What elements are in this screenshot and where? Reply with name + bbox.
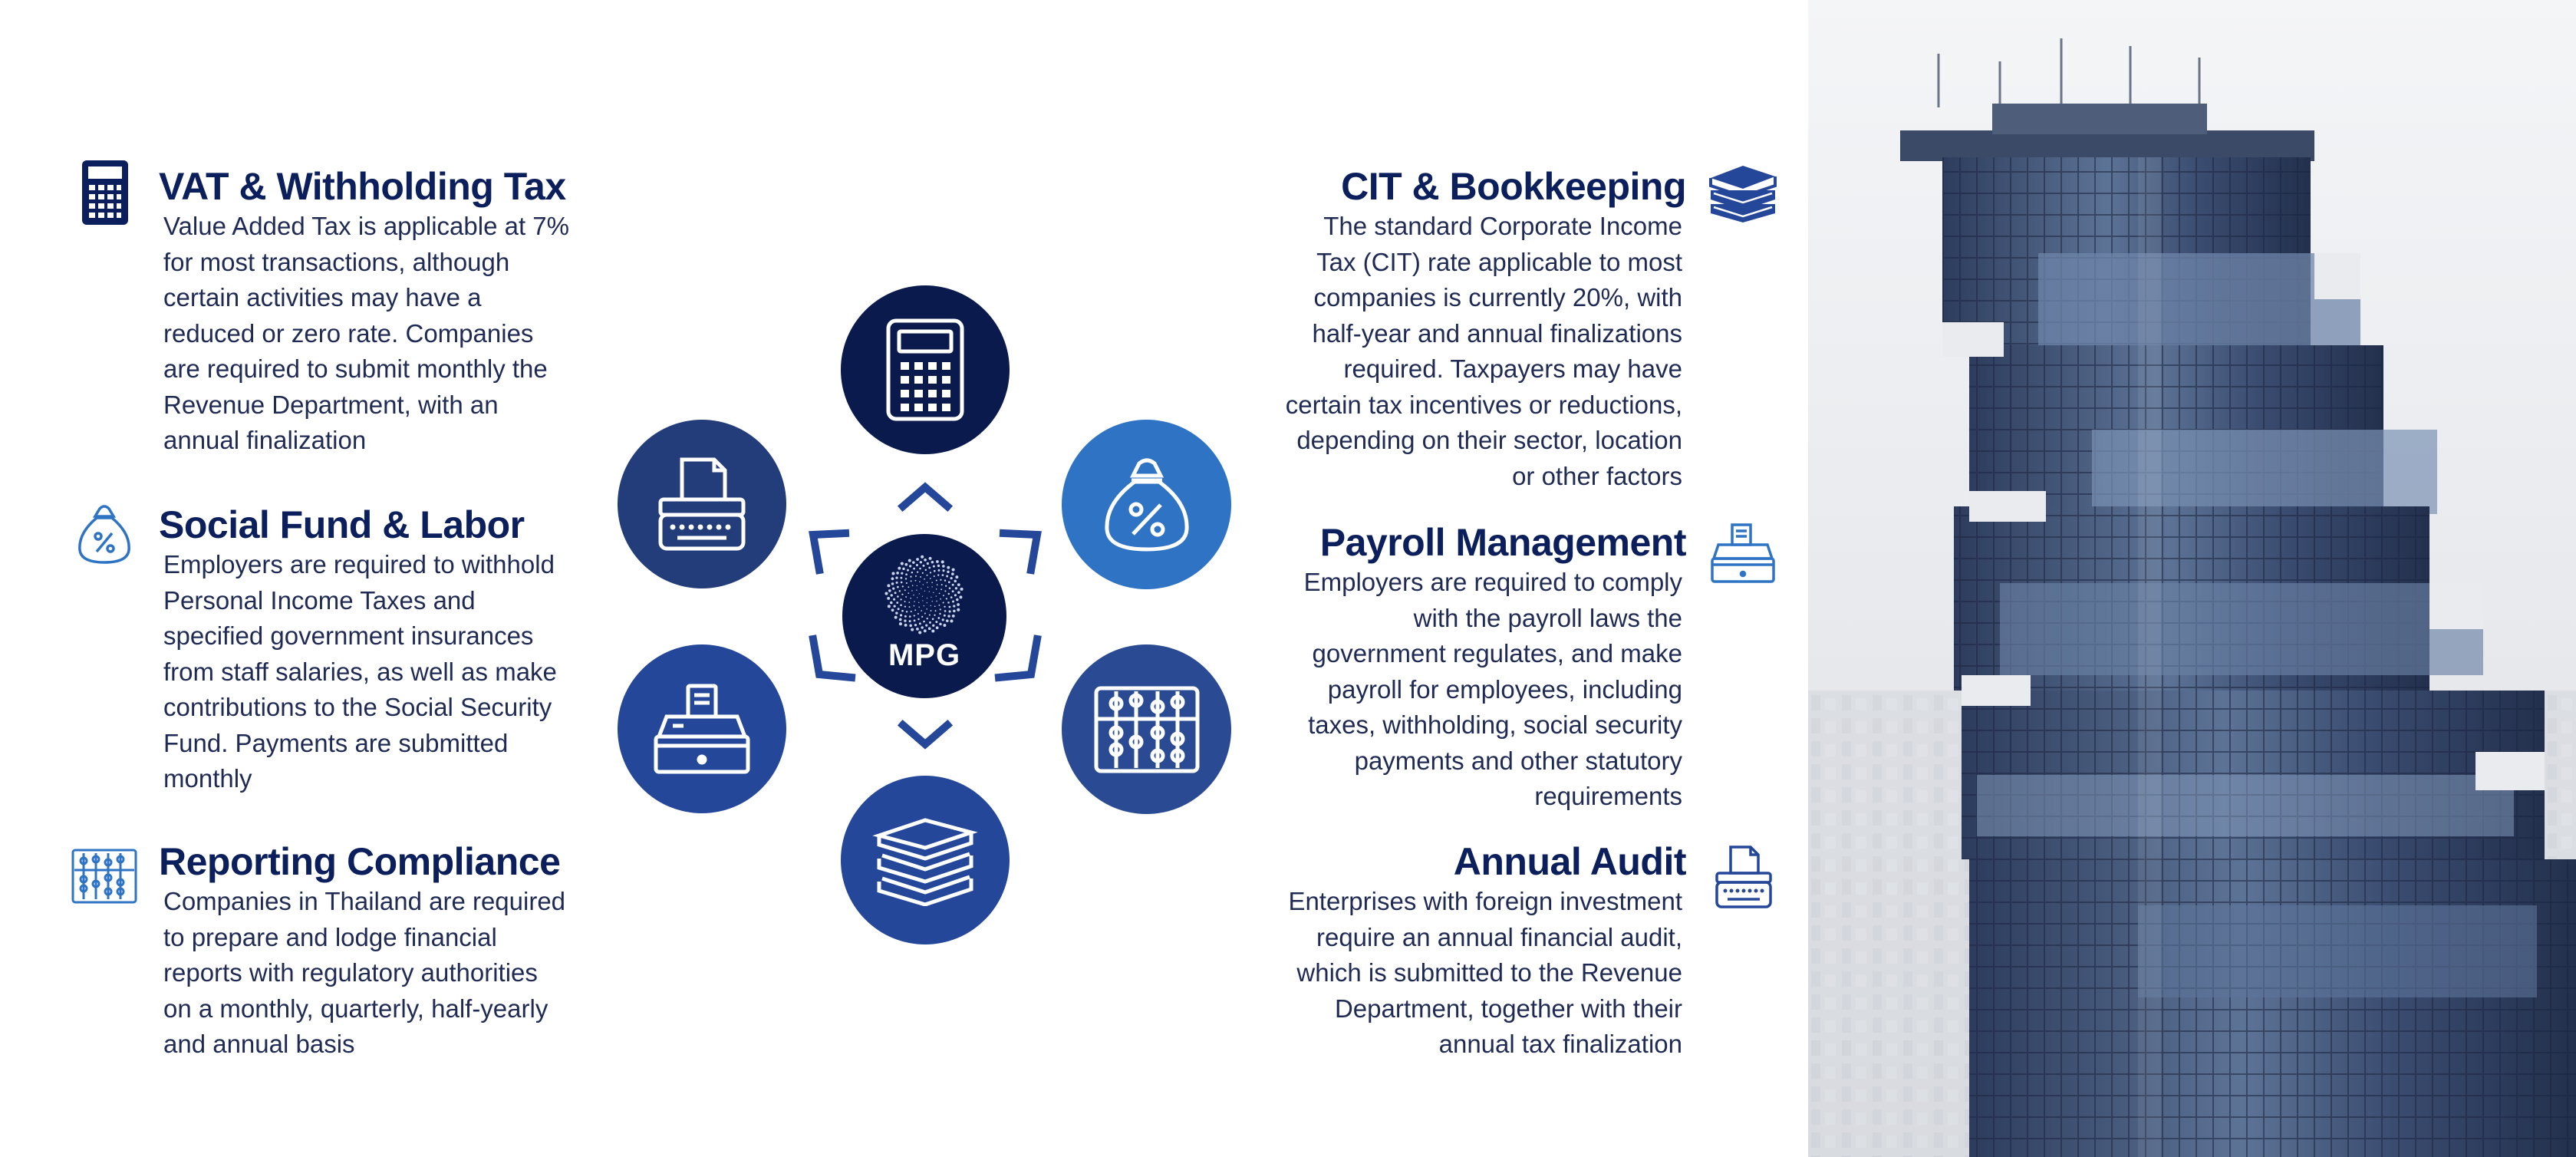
calculator-icon bbox=[81, 160, 129, 229]
spiral-dot bbox=[913, 594, 914, 595]
typewriter-icon bbox=[654, 457, 749, 552]
abacus-icon bbox=[1093, 685, 1201, 774]
spiral-dot bbox=[930, 572, 931, 573]
section-payroll bbox=[1224, 520, 1686, 815]
spiral-dot bbox=[887, 584, 890, 587]
spiral-dot bbox=[924, 612, 926, 614]
spiral-dot bbox=[948, 592, 950, 594]
spiral-dot bbox=[917, 571, 918, 572]
spiral-dot bbox=[952, 615, 955, 618]
spiral-dot bbox=[946, 619, 949, 622]
spiral-dot bbox=[934, 605, 936, 607]
spiral-dot bbox=[905, 578, 907, 579]
spiral-dot bbox=[948, 581, 950, 583]
spiral-dot bbox=[911, 628, 914, 631]
spiral-dot bbox=[947, 602, 950, 604]
logo-text: MPG bbox=[888, 638, 961, 672]
building-photo bbox=[1808, 0, 2576, 1157]
chevron-down-icon bbox=[903, 725, 947, 744]
spiral-dot bbox=[914, 624, 917, 626]
spiral-dot bbox=[949, 610, 951, 612]
spiral-dot bbox=[925, 569, 927, 570]
spiral-dot bbox=[922, 595, 923, 596]
bracket-top-right bbox=[1003, 533, 1037, 570]
spiral-dot bbox=[891, 577, 894, 580]
spiral-dot bbox=[939, 592, 940, 594]
spiral-dot bbox=[927, 618, 928, 619]
spiral-dot bbox=[924, 558, 927, 561]
spiral-dot bbox=[932, 600, 933, 601]
section-body: Employers are required to comply with the payroll laws the government regulates, and make payroll for employees, including taxes, withholding, social security payments and other statutory requirements bbox=[1303, 568, 1682, 810]
section-body: Enterprises with foreign investment require an annual financial audit, which is submitted to the Revenue Department, together with their annual tax finalization bbox=[1288, 887, 1682, 1058]
spiral-dot bbox=[916, 589, 917, 590]
spiral-dot bbox=[940, 608, 941, 610]
cash-register-icon bbox=[1709, 523, 1777, 588]
spiral-dot bbox=[916, 627, 919, 630]
spiral-dot bbox=[891, 582, 894, 585]
spiral-dot bbox=[920, 561, 922, 563]
spiral-dot bbox=[928, 566, 931, 569]
spiral-dot bbox=[946, 575, 948, 577]
spiral-dot bbox=[893, 598, 895, 600]
books-icon bbox=[1708, 163, 1778, 228]
spiral-dot bbox=[932, 618, 934, 620]
spiral-dot bbox=[929, 591, 930, 592]
section-reporting bbox=[159, 839, 574, 1063]
spiral-dot bbox=[940, 598, 941, 599]
spiral-dot bbox=[955, 587, 957, 589]
spiral-dot bbox=[914, 601, 915, 602]
spiral-dot bbox=[952, 600, 954, 602]
spiral-dot bbox=[949, 587, 951, 589]
spiral-dot bbox=[938, 569, 940, 571]
spiral-dot bbox=[909, 615, 911, 618]
spiral-dot bbox=[956, 598, 958, 600]
bracket-bottom-right bbox=[999, 639, 1037, 677]
spiral-dot bbox=[915, 575, 917, 576]
spiral-dot bbox=[924, 590, 925, 591]
spiral-dot bbox=[938, 604, 940, 605]
spiral-dot bbox=[904, 615, 907, 617]
section-cit bbox=[1224, 164, 1686, 494]
spiral-dot bbox=[951, 572, 954, 575]
section-social-fund bbox=[159, 503, 574, 797]
money-bag-percent-icon bbox=[1101, 456, 1193, 554]
spiral-dot bbox=[943, 624, 946, 627]
spiral-dot bbox=[896, 572, 899, 575]
section-title: Annual Audit bbox=[1453, 840, 1686, 883]
spiral-dot bbox=[918, 631, 921, 634]
spiral-dot bbox=[954, 579, 957, 582]
spiral-dot bbox=[949, 605, 951, 608]
bracket-top-left bbox=[813, 533, 845, 570]
spiral-dot bbox=[904, 605, 906, 607]
spiral-dot bbox=[912, 561, 915, 564]
spiral-dot bbox=[921, 626, 923, 628]
spiral-dot bbox=[927, 582, 928, 583]
spiral-dot bbox=[904, 623, 908, 626]
spiral-dot bbox=[914, 619, 916, 621]
spiral-dot bbox=[899, 618, 902, 621]
spiral-dot bbox=[911, 571, 914, 573]
spiral-dot bbox=[909, 565, 911, 567]
spiral-dot bbox=[941, 584, 943, 585]
spiral-dot bbox=[906, 611, 908, 612]
abacus-circle bbox=[1062, 644, 1231, 814]
spiral-dot bbox=[920, 576, 921, 578]
spiral-dot bbox=[957, 603, 960, 606]
spiral-dot bbox=[888, 605, 891, 608]
spiral-dot bbox=[921, 555, 924, 558]
spiral-dot bbox=[934, 614, 935, 615]
spiral-dot bbox=[909, 624, 912, 627]
calculator-icon bbox=[885, 318, 965, 422]
spiral-dot bbox=[960, 587, 964, 590]
spiral-dot bbox=[894, 615, 898, 618]
spiral-dot bbox=[937, 574, 939, 575]
spiral-dot bbox=[914, 615, 915, 616]
spiral-dot bbox=[900, 604, 902, 606]
spiral-dot bbox=[944, 605, 945, 607]
spiral-dot bbox=[942, 569, 944, 572]
spiral-dot bbox=[901, 562, 904, 565]
spiral-dot bbox=[936, 560, 939, 563]
spiral-dot bbox=[898, 566, 901, 569]
books-circle bbox=[841, 776, 1010, 944]
spiral-dot bbox=[902, 567, 904, 569]
spiral-dot bbox=[891, 608, 894, 611]
spiral-dot bbox=[931, 560, 934, 562]
spiral-dot bbox=[907, 569, 909, 571]
spiral-dot bbox=[921, 615, 923, 617]
spiral-dot bbox=[900, 598, 901, 600]
spiral-dot bbox=[942, 618, 944, 621]
spiral-dot bbox=[947, 570, 949, 572]
spiral-dot bbox=[927, 586, 928, 587]
spiral-dot bbox=[894, 592, 897, 594]
spiral-dot bbox=[943, 595, 944, 596]
spiral-dot bbox=[940, 588, 942, 590]
spiral-dot bbox=[952, 583, 954, 585]
spiral-dot bbox=[916, 564, 918, 566]
spiral-dot bbox=[895, 576, 898, 578]
spiral-dot bbox=[937, 617, 940, 619]
spiral-dot bbox=[896, 602, 898, 604]
spiral-dot bbox=[933, 565, 935, 567]
spiral-dot bbox=[952, 568, 955, 571]
typewriter-circle bbox=[618, 420, 786, 588]
spiral-dot bbox=[937, 584, 938, 585]
spiral-dot bbox=[954, 594, 957, 596]
spiral-dot bbox=[936, 600, 937, 602]
spiral-dot bbox=[936, 579, 937, 581]
spiral-dot bbox=[908, 602, 910, 603]
spiral-dot bbox=[957, 608, 960, 611]
spiral-dot bbox=[917, 613, 919, 615]
spiral-dot bbox=[929, 614, 931, 615]
spiral-dot bbox=[929, 556, 932, 559]
spiral-dot bbox=[919, 622, 921, 625]
spiral-dot bbox=[908, 559, 911, 562]
spiral-dot bbox=[930, 605, 931, 606]
calculator-circle bbox=[841, 285, 1010, 454]
spiral-dot bbox=[887, 596, 890, 599]
section-audit bbox=[1224, 839, 1686, 1063]
spiral-dot bbox=[900, 614, 902, 616]
spiral-dot bbox=[909, 606, 911, 608]
spiral-dot bbox=[936, 595, 937, 596]
spiral-dot bbox=[901, 593, 903, 595]
spiral-dot bbox=[940, 578, 941, 580]
spiral-dot bbox=[953, 605, 955, 607]
spiral-dot bbox=[915, 579, 917, 581]
spiral-dot bbox=[901, 581, 903, 583]
spiral-dot bbox=[942, 565, 945, 568]
spiral-dot bbox=[921, 610, 922, 611]
money-bag-circle bbox=[1062, 420, 1231, 589]
typewriter-icon bbox=[1714, 846, 1774, 914]
spiral-dot bbox=[944, 590, 946, 592]
spiral-dot bbox=[911, 580, 912, 582]
spiral-dot bbox=[919, 581, 921, 582]
spiral-dot bbox=[923, 564, 925, 566]
spiral-dot bbox=[935, 610, 937, 611]
spiral-dot bbox=[911, 610, 912, 611]
abacus-icon bbox=[71, 849, 137, 908]
spiral-dot bbox=[941, 560, 944, 563]
spiral-dot bbox=[902, 585, 904, 587]
spiral-dot bbox=[914, 605, 915, 606]
spiral-dot bbox=[916, 558, 919, 561]
section-body: The standard Corporate Income Tax (CIT) rate applicable to most companies is currently 20%, with half-year and annual finalizations required. Taxpayers may have certain tax incentives or reductions, depending on their sector, location or other factors bbox=[1285, 212, 1682, 490]
spiral-dot bbox=[897, 595, 899, 598]
spiral-dot bbox=[927, 574, 928, 575]
spiral-dot bbox=[947, 615, 950, 617]
spiral-dot bbox=[944, 610, 947, 612]
spiral-dot bbox=[934, 575, 935, 576]
spiral-dot bbox=[934, 569, 936, 572]
spiral-dot bbox=[909, 620, 911, 622]
spiral-dot bbox=[927, 562, 929, 564]
spiral-dot bbox=[925, 624, 927, 626]
spiral-dot bbox=[905, 573, 908, 575]
mpg-logo bbox=[842, 534, 1006, 698]
section-title: Reporting Compliance bbox=[159, 840, 561, 883]
spiral-dot bbox=[891, 572, 894, 575]
spiral-dot bbox=[947, 565, 950, 569]
spiral-dot bbox=[910, 597, 911, 598]
section-title: Payroll Management bbox=[1319, 521, 1686, 564]
spiral-dot bbox=[924, 629, 927, 632]
spiral-dot bbox=[932, 624, 934, 626]
spiral-dot bbox=[906, 582, 908, 583]
spiral-dot bbox=[924, 578, 925, 579]
spiral-dot bbox=[945, 585, 947, 586]
spiral-dot bbox=[917, 618, 920, 620]
spiral-dot bbox=[901, 609, 904, 611]
spiral-dot bbox=[899, 622, 902, 625]
section-body: Employers are required to withhold Personal Income Taxes and specified government insurances from staff salaries, as well as make contributions to the Social Security Fund. Payments are submitted monthly bbox=[163, 550, 557, 793]
cash-register-circle bbox=[618, 644, 786, 813]
spiral-dot bbox=[959, 595, 962, 598]
spiral-dot bbox=[908, 592, 909, 594]
spiral-dot bbox=[944, 579, 946, 581]
skyscraper-illustration bbox=[1808, 0, 2576, 1157]
spiral-dot bbox=[950, 619, 953, 622]
bracket-bottom-left bbox=[813, 639, 852, 677]
spiral-dot bbox=[900, 576, 902, 578]
spiral-dot bbox=[923, 584, 924, 585]
spiral-dot bbox=[896, 581, 898, 583]
spiral-dot bbox=[939, 612, 940, 614]
spiral-dot bbox=[898, 608, 900, 610]
spiral-dot bbox=[894, 605, 896, 607]
spiral-dot bbox=[926, 608, 927, 609]
spiral-dot bbox=[899, 590, 901, 592]
spiral-dot bbox=[931, 629, 934, 632]
spiral-dot bbox=[897, 585, 899, 588]
spiral-dot bbox=[944, 614, 946, 616]
spiral-dot bbox=[919, 567, 921, 569]
section-body: Companies in Thailand are required to prepare and lodge financial reports with regulatory authorities on a monthly, quarterly, half-yearly and annual basis bbox=[163, 887, 566, 1058]
spiral-dot bbox=[890, 601, 893, 604]
spiral-dot bbox=[931, 610, 932, 611]
spiral-dot bbox=[892, 587, 894, 589]
section-vat bbox=[159, 164, 574, 459]
spiral-dot bbox=[895, 611, 898, 614]
spiral-dot bbox=[905, 596, 907, 598]
spiral-dot bbox=[922, 572, 924, 573]
spiral-dot bbox=[936, 626, 939, 629]
spiral-dot bbox=[884, 592, 888, 595]
money-bag-percent-icon bbox=[75, 503, 133, 569]
spiral-dot bbox=[891, 594, 893, 596]
spiral-dot bbox=[888, 589, 891, 592]
spiral-dot bbox=[918, 606, 920, 608]
spiral-dot bbox=[957, 583, 960, 586]
spiral-dot bbox=[928, 627, 931, 630]
spiral-dot bbox=[904, 600, 906, 602]
cash-register-icon bbox=[650, 683, 754, 775]
spiral-dot bbox=[930, 578, 931, 579]
spiral-dot bbox=[950, 596, 953, 598]
section-title: CIT & Bookkeeping bbox=[1341, 165, 1686, 208]
spiral-dot bbox=[911, 590, 913, 592]
spiral-dot bbox=[957, 591, 960, 594]
spiral-dot bbox=[946, 598, 947, 599]
spiral-dot bbox=[955, 575, 958, 578]
chevron-up-icon bbox=[903, 487, 947, 506]
spiral-dot bbox=[950, 576, 953, 578]
spiral-dot bbox=[904, 619, 906, 621]
spiral-dot bbox=[936, 588, 937, 590]
spiral-dot bbox=[914, 609, 916, 611]
spiral-dot bbox=[942, 574, 944, 576]
books-icon bbox=[871, 814, 979, 906]
section-title: Social Fund & Labor bbox=[159, 503, 525, 546]
spiral-dot bbox=[901, 572, 903, 574]
spiral-dot bbox=[943, 602, 944, 603]
spiral-dot bbox=[910, 575, 911, 577]
spiral-dot bbox=[908, 586, 909, 588]
spiral-dot bbox=[923, 620, 925, 622]
spiral-dot bbox=[922, 600, 923, 601]
spiral-dot bbox=[929, 621, 931, 623]
spiral-dot bbox=[912, 585, 914, 586]
section-title: VAT & Withholding Tax bbox=[159, 165, 566, 208]
section-body: Value Added Tax is applicable at 7% for most transactions, although certain activities may have a reduced or zero rate. Companies are required to submit monthly the Revenue Department, with an annual finalization bbox=[163, 212, 569, 454]
spiral-dot bbox=[939, 622, 942, 625]
spiral-dot bbox=[937, 564, 940, 566]
spiral-dot bbox=[935, 621, 937, 623]
spiral-dot bbox=[904, 589, 906, 591]
spiral-dot bbox=[913, 567, 915, 569]
spiral-dot bbox=[919, 593, 920, 594]
spiral-logo-mark bbox=[882, 552, 967, 637]
spiral-dot bbox=[953, 609, 956, 612]
spiral-dot bbox=[931, 586, 932, 587]
spiral-dot bbox=[952, 590, 954, 592]
spiral-dot bbox=[931, 582, 933, 583]
spiral-dot bbox=[904, 562, 908, 565]
